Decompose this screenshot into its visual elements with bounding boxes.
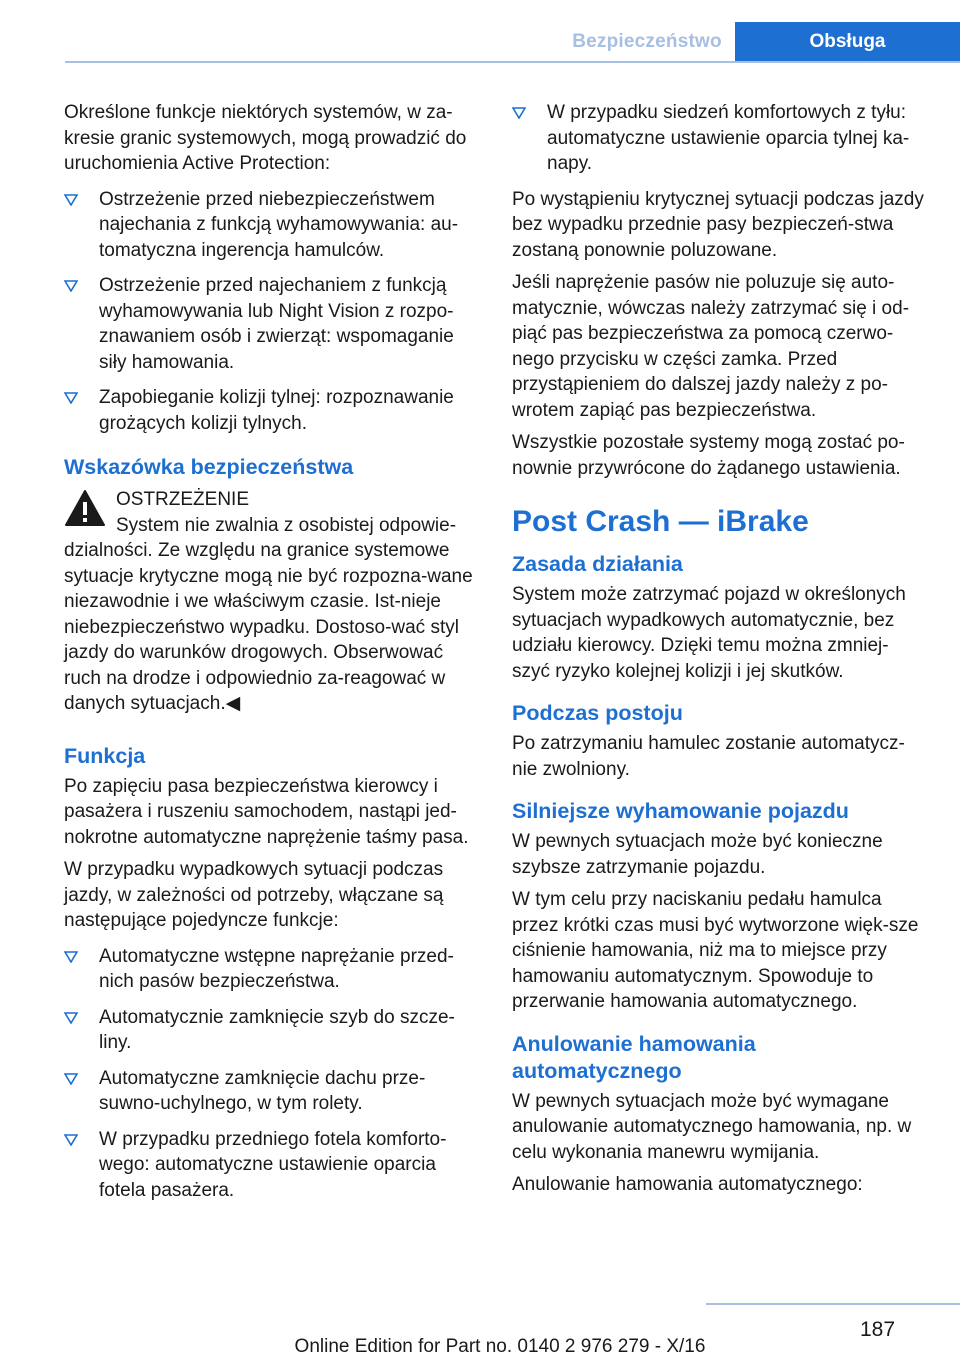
safety-heading: Wskazówka bezpieczeństwa <box>64 455 354 479</box>
function-paragraph-1: Po zapięciu pasa bezpieczeństwa kierowcy i pasażera i ruszeniu samochodem, nastąpi jed-nokrotne automatyczne naprężenie taśmy pasa. <box>64 775 469 848</box>
stronger-paragraph-2: W tym celu przy naciskaniu pedału hamulca przez krótki czas musi być wytworzone więk-sze ciśnienie hamowania, niż ma to miejsce przy hamowaniu automatycznym. Spowoduje to przerwanie hamowania automatycznego. <box>512 889 919 1012</box>
principle-heading: Zasada działania <box>512 552 683 576</box>
standstill-heading: Podczas postoju <box>512 701 683 725</box>
triangle-bullet-icon <box>64 1012 78 1024</box>
manual-release-paragraph: Jeśli naprężenie pasów nie poluzuje się auto-matycznie, wówczas należy zatrzymać się i od-piąć pas bezpieczeństwa za pomocą czerwo-nego przycisku w części zamka. Przed przystąpieniem do dalszej jazdy należy z po-wrotem zapiąć pas bezpieczeństwa. <box>512 272 910 421</box>
list-item <box>64 1127 477 1204</box>
warning-label: OSTRZEŻENIE <box>116 489 250 510</box>
list-item <box>64 187 477 264</box>
list-item <box>64 1005 477 1056</box>
triangle-bullet-icon <box>512 107 526 119</box>
cancel-braking-heading: Anulowanie hamowania automatycznego <box>512 1031 756 1083</box>
function-heading: Funkcja <box>64 743 146 768</box>
right-column <box>512 100 925 1205</box>
left-column <box>64 100 477 1213</box>
list-item-text: Ostrzeżenie przed najechaniem z funkcją wyhamowywania lub Night Vision z rozpo-znawaniem osób i zwierząt: wspomaganie siły hamowania. <box>99 275 454 373</box>
release-paragraph: Po wystąpieniu krytycznej sytuacji podczas jazdy bez wypadku przednie pasy bezpieczeń-stwa zostaną ponownie poluzowane. <box>512 188 924 261</box>
post-crash-heading: Post Crash — iBrake <box>512 505 809 538</box>
list-item-text: W przypadku siedzeń komfortowych z tyłu: automatyczne ustawienie oparcia tylnej ka-napy. <box>547 102 910 174</box>
cancel-paragraph-2: Anulowanie hamowania automatycznego: <box>512 1174 863 1195</box>
warning-first-line: System nie zwalnia z osobistej odpowie- <box>116 514 457 536</box>
triangle-bullet-icon <box>64 1073 78 1085</box>
list-item <box>64 385 477 436</box>
list-item-text: Automatyczne wstępne naprężanie przed-nich pasów bezpieczeństwa. <box>99 945 454 992</box>
list-item <box>64 273 477 375</box>
header-tabs <box>559 22 960 62</box>
principle-paragraph: System może zatrzymać pojazd w określonych sytuacjach wypadkowych automatycznie, bez udziału kierowcy. Dzięki temu można zmniej-szyć ryzyko kolejnej kolizji i jej skutków. <box>512 584 906 682</box>
restore-paragraph: Wszystkie pozostałe systemy mogą zostać po-nownie przywrócone do żądanego ustawienia. <box>512 432 905 479</box>
triangle-bullet-icon <box>64 951 78 963</box>
triangle-bullet-icon <box>64 194 78 206</box>
warning-block <box>64 487 477 717</box>
footer-divider <box>706 1303 960 1305</box>
list-item <box>64 1066 477 1117</box>
standstill-paragraph: Po zatrzymaniu hamulec zostanie automatycz-nie zwolniony. <box>512 733 905 780</box>
list-item <box>512 100 925 177</box>
intro-paragraph: Określone funkcje niektórych systemów, w za-kresie granic systemowych, mogą prowadzić do uruchomienia Active Protection: <box>64 102 467 174</box>
edition-note: Online Edition for Part no. 0140 2 976 279 - X/16 <box>294 1336 706 1357</box>
stronger-paragraph-1: W pewnych sytuacjach może być konieczne szybsze zatrzymanie pojazdu. <box>512 831 883 878</box>
triangle-bullet-icon <box>64 280 78 292</box>
triangle-bullet-icon <box>64 1134 78 1146</box>
continued-bullet-list <box>512 100 925 177</box>
page-number: 187 <box>860 1318 896 1341</box>
warning-triangle-icon <box>64 489 106 527</box>
stronger-braking-heading: Silniejsze wyhamowanie pojazdu <box>512 799 849 823</box>
list-item-text: Zapobieganie kolizji tylnej: rozpoznawanie grożących kolizji tylnych. <box>99 387 454 434</box>
cancel-paragraph-1: W pewnych sytuacjach może być wymagane anulowanie automatycznego hamowania, np. w celu wykonania manewru wymijania. <box>512 1090 912 1163</box>
list-item-text: Ostrzeżenie przed niebezpieczeństwem najechania z funkcją wyhamowywania: au-tomatyczna ingerencja hamulców. <box>99 188 459 261</box>
tab-chapter: Obsługa <box>735 22 960 62</box>
list-item-text: Automatycznie zamknięcie szyb do szcze-liny. <box>99 1006 455 1053</box>
list-item <box>64 944 477 995</box>
warning-text: dzialności. Ze względu na granice systemowe sytuacje krytyczne mogą nie być rozpozna-wane niezawodnie i we właściwym czasie. Ist-nieje niebezpieczeństwo wypadku. Dostoso-wać styl jazdy do warunków drogowych. Obserwować ruch na drodze i odpowiednio za-reagować w danych sytuacjach.◀ <box>64 540 473 714</box>
header-divider <box>65 61 960 63</box>
list-item-text: Automatyczne zamknięcie dachu prze-suwno-uchylnego, w tym rolety. <box>99 1067 426 1114</box>
tab-section: Bezpieczeństwo <box>572 31 722 52</box>
triangle-bullet-icon <box>64 392 78 404</box>
function-bullet-list <box>64 944 477 1204</box>
function-paragraph-2: W przypadku wypadkowych sytuacji podczas jazdy, w zależności od potrzeby, włączane są następujące pojedyncze funkcje: <box>64 859 444 931</box>
list-item-text: W przypadku przedniego fotela komforto-wego: automatyczne ustawienie oparcia fotela pasażera. <box>99 1128 447 1201</box>
intro-bullet-list <box>64 187 477 437</box>
